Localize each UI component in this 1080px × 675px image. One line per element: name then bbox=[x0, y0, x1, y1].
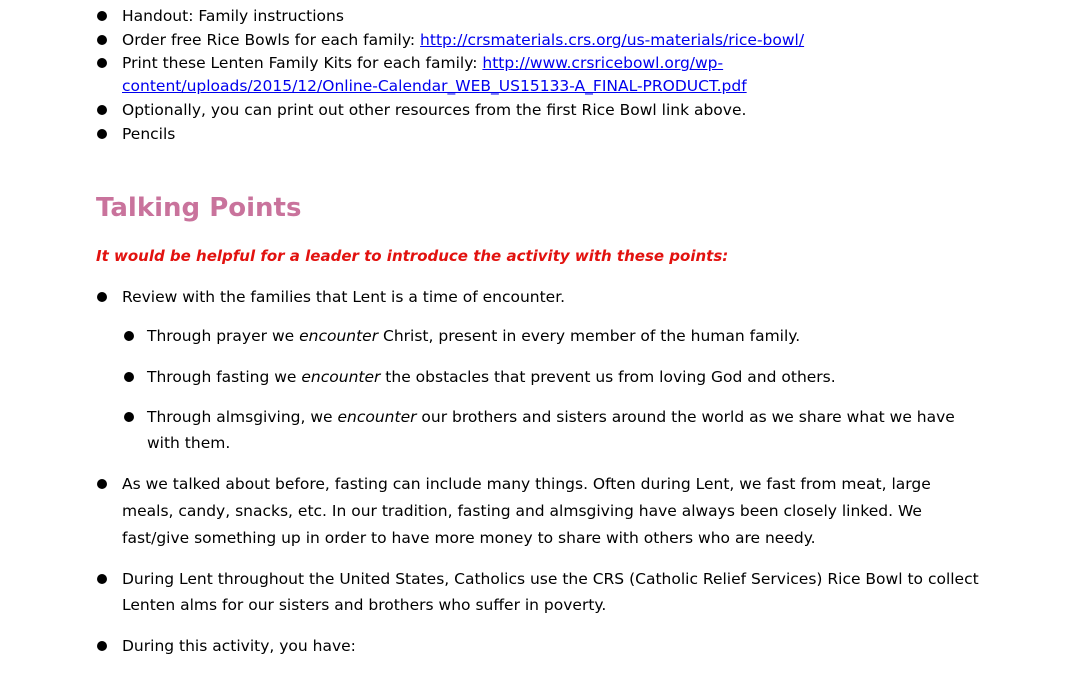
point-prayer: Through prayer we encounter Christ, present in every member of the human family. bbox=[147, 327, 801, 345]
sub-bullet-icon bbox=[124, 372, 134, 382]
bullet-icon bbox=[97, 479, 107, 489]
point-activity: During this activity, you have: bbox=[122, 637, 356, 655]
bullet-icon bbox=[97, 105, 107, 115]
point-fasting-talk-2: meals, candy, snacks, etc. In our tradition, fasting and almsgiving have always been closely linked. We bbox=[122, 502, 922, 520]
bullet-icon bbox=[97, 292, 107, 302]
sub-bullet-icon bbox=[124, 412, 134, 422]
point-fasting-talk-3: fast/give something up in order to have more money to share with others who are needy. bbox=[122, 529, 816, 547]
material-order: Order free Rice Bowls for each family: http://crsmaterials.crs.org/us-materials/rice-bowl/ bbox=[122, 31, 805, 49]
bullet-icon bbox=[97, 35, 107, 45]
family-kit-link-part-2[interactable]: content/uploads/2015/12/Online-Calendar_WEB_US15133-A_FINAL-PRODUCT.pdf bbox=[122, 77, 747, 95]
bullet-icon bbox=[97, 58, 107, 68]
leader-intro: It would be helpful for a leader to introduce the activity with these points: bbox=[96, 247, 729, 265]
material-pencils: Pencils bbox=[122, 125, 176, 143]
point-fasting: Through fasting we encounter the obstacles that prevent us from loving God and others. bbox=[147, 368, 836, 386]
point-almsgiving-cont: with them. bbox=[147, 434, 231, 452]
point-fasting-talk-1: As we talked about before, fasting can include many things. Often during Lent, we fast from meat, large bbox=[122, 475, 931, 493]
bullet-icon bbox=[97, 129, 107, 139]
talking-points-heading: Talking Points bbox=[96, 193, 302, 223]
point-review: Review with the families that Lent is a time of encounter. bbox=[122, 288, 566, 306]
material-optional: Optionally, you can print out other resources from the first Rice Bowl link above. bbox=[122, 101, 747, 119]
bullet-icon bbox=[97, 11, 107, 21]
family-kit-link-part-1[interactable]: http://www.crsricebowl.org/wp- bbox=[482, 54, 724, 72]
bullet-icon bbox=[97, 574, 107, 584]
point-crs-2: Lenten alms for our sisters and brothers who suffer in poverty. bbox=[122, 596, 607, 614]
point-crs-1: During Lent throughout the United States, Catholics use the CRS (Catholic Relief Services) Rice Bowl to collect bbox=[122, 570, 979, 588]
material-handout: Handout: Family instructions bbox=[122, 7, 344, 25]
material-print: Print these Lenten Family Kits for each family: http://www.crsricebowl.org/wp- bbox=[122, 54, 724, 72]
point-almsgiving: Through almsgiving, we encounter our brothers and sisters around the world as we share what we have bbox=[147, 408, 955, 426]
rice-bowl-order-link[interactable]: http://crsmaterials.crs.org/us-materials/rice-bowl/ bbox=[420, 31, 805, 49]
sub-bullet-icon bbox=[124, 331, 134, 341]
bullet-icon bbox=[97, 641, 107, 651]
material-print-cont bbox=[122, 73, 747, 99]
